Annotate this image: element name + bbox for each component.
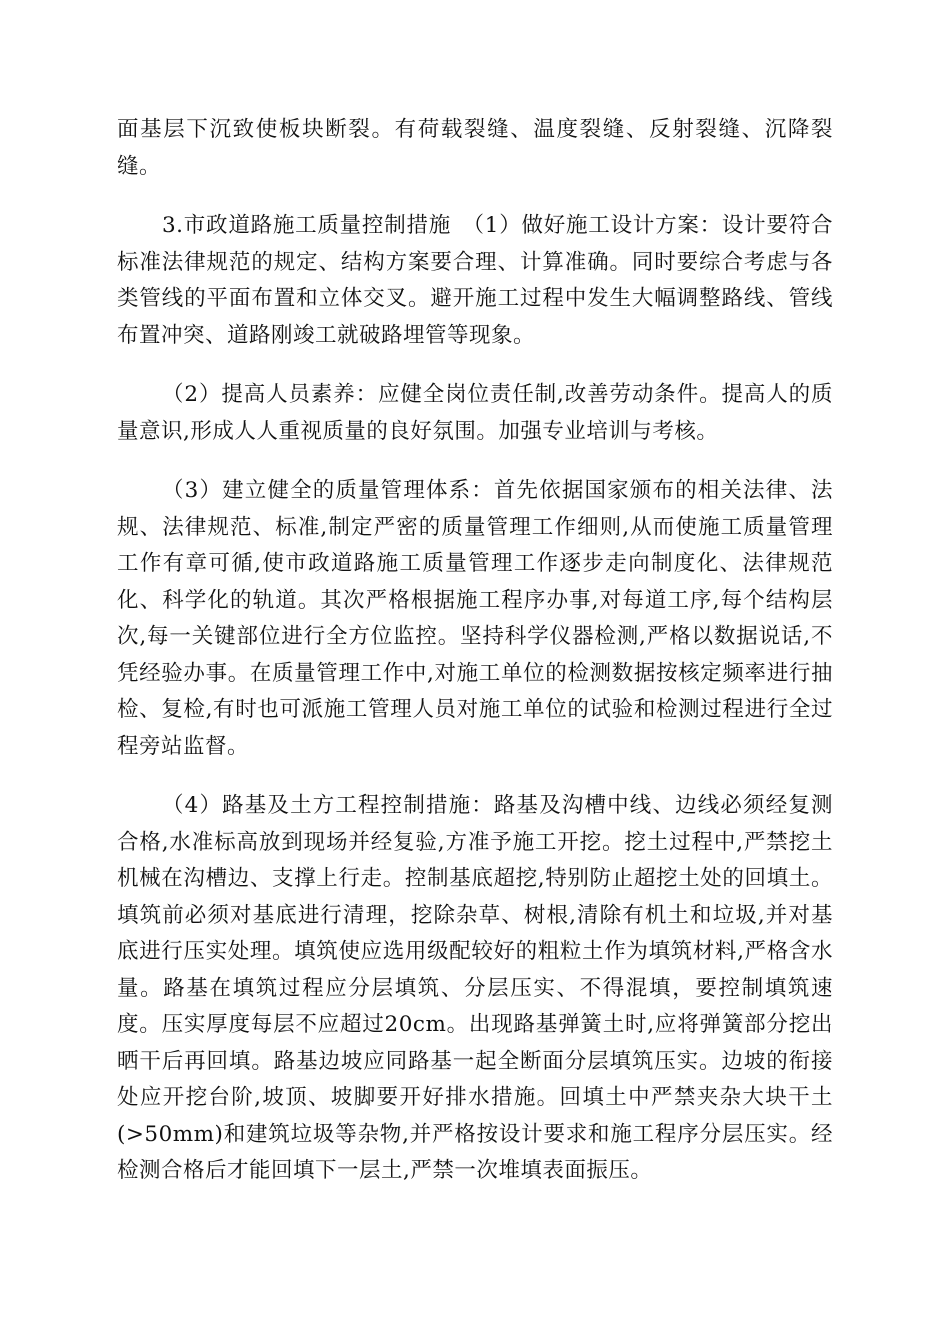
paragraph-crack-types: 面基层下沉致使板块断裂。有荷载裂缝、温度裂缝、反射裂缝、沉降裂缝。	[117, 117, 833, 179]
paragraph-subgrade-earthwork: （4）路基及土方工程控制措施：路基及沟槽中线、边线必须经复测合格,水准标高放到现场并经复验,方准予施工开挖。挖土过程中,严禁挖土机械在沟槽边、支撑上行走。控制基底超挖,特别防止超挖土处的回填土。填筑前必须对基底进行清理，挖除杂草、树根,清除有机土和垃圾,并对基底进行压实处理。填筑使应选用级配较好的粗粒土作为填筑材料,严格含水量。路基在填筑过程应分层填筑、分层压实、不得混填，要控制填筑速度。压实厚度每层不应超过20cm。出现路基弹簧土时,应将弹簧部分挖出晒干后再回填。路基边坡应同路基一起全断面分层填筑压实。边坡的衔接处应开挖台阶,坡顶、坡脚要开好排水措施。回填土中严禁夹杂大块干土(>50mm)和建筑垃圾等杂物,并严格按设计要求和施工程序分层压实。经检测合格后才能回填下一层土,严禁一次堆填表面振压。	[117, 793, 833, 1183]
paragraph-design-plan: 3.市政道路施工质量控制措施 （1）做好施工设计方案：设计要符合标准法律规范的规定、结构方案要合理、计算准确。同时要综合考虑与各类管线的平面布置和立体交叉。避开施工过程中发生大幅调整路线、管线布置冲突、道路刚竣工就破路埋管等现象。	[117, 213, 833, 348]
paragraph-personnel-quality: （2）提高人员素养：应健全岗位责任制,改善劳动条件。提高人的质量意识,形成人人重视质量的良好氛围。加强专业培训与考核。	[117, 382, 833, 444]
paragraph-quality-system: （3）建立健全的质量管理体系：首先依据国家颁布的相关法律、法规、法律规范、标准,制定严密的质量管理工作细则,从而使施工质量管理工作有章可循,使市政道路施工质量管理工作逐步走向制度化、法律规范化、科学化的轨道。其次严格根据施工程序办事,对每道工序,每个结构层次,每一关键部位进行全方位监控。坚持科学仪器检测,严格以数据说话,不凭经验办事。在质量管理工作中,对施工单位的检测数据按核定频率进行抽检、复检,有时也可派施工管理人员对施工单位的试验和检测过程进行全过程旁站监督。	[117, 478, 833, 759]
document-body	[117, 112, 833, 1213]
